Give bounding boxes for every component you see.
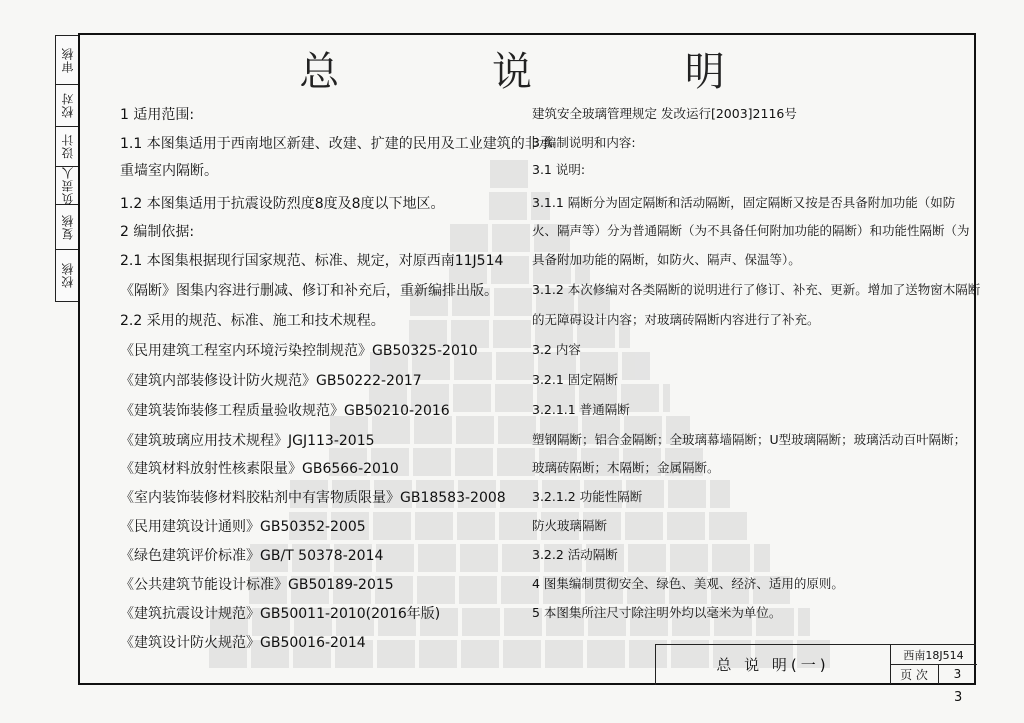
left-text-line: 《民用建筑设计通则》GB50352-2005 xyxy=(120,519,366,535)
side-label: 负责人 xyxy=(60,165,75,205)
right-text-line: 3.2.2 活动隔断 xyxy=(532,547,618,562)
right-text-line: 塑钢隔断；铝合金隔断；全玻璃幕墙隔断；U型玻璃隔断；玻璃活动百叶隔断； xyxy=(532,432,967,447)
left-text-line: 2.2 采用的规范、标准、施工和技术规程。 xyxy=(120,313,385,329)
right-text-line: 防火玻璃隔断 xyxy=(532,518,608,533)
right-text-line: 5 本图集所注尺寸除注明外均以毫米为单位。 xyxy=(532,605,782,620)
right-text-line: 3.2.1.1 普通隔断 xyxy=(532,402,630,417)
right-text-line: 3.2.1.2 功能性隔断 xyxy=(532,489,643,504)
side-label-cell xyxy=(56,204,78,250)
right-text-line: 3.1.1 隔断分为固定隔断和活动隔断，固定隔断又按是否具备附加功能（如防 xyxy=(532,195,956,210)
right-text-line: 3.1.2 本次修编对各类隔断的说明进行了修订、补充、更新。增加了送物窗木隔断 xyxy=(532,282,981,297)
side-label-cell xyxy=(56,126,78,167)
right-text-line: 3.2.1 固定隔断 xyxy=(532,372,618,387)
atlas-code: 西南18J514 xyxy=(890,645,977,665)
left-text-line: 1.1 本图集适用于西南地区新建、改建、扩建的民用及工业建筑的非承 xyxy=(120,136,553,152)
left-text-line: 1.2 本图集适用于抗震设防烈度8度及8度以下地区。 xyxy=(120,196,445,212)
page-title: 总 说 明 xyxy=(299,49,795,95)
right-text-line: 3.1 说明: xyxy=(532,162,586,177)
page-num: 3 xyxy=(953,667,962,681)
left-text-line: 2 编制依据: xyxy=(120,224,195,240)
right-text-line: 具备附加功能的隔断，如防火、隔声、保温等）。 xyxy=(532,252,801,267)
side-label: 校核 xyxy=(60,262,75,288)
left-text-line: 《室内装饰装修材料胶粘剂中有害物质限量》GB18583-2008 xyxy=(120,490,506,506)
side-label: 审核 xyxy=(60,47,75,73)
title-block-name: 总 说 明(一) xyxy=(656,645,891,684)
left-text-line: 《公共建筑节能设计标准》GB50189-2015 xyxy=(120,577,394,593)
left-text-line: 《建筑材料放射性核素限量》GB6566-2010 xyxy=(120,461,399,477)
left-text-line: 重墙室内隔断。 xyxy=(120,163,218,179)
side-label: 校对 xyxy=(60,92,75,118)
left-text-line: 《建筑玻璃应用技术规程》JGJ113-2015 xyxy=(120,433,375,449)
left-text-line: 1 适用范围: xyxy=(120,107,195,123)
left-text-line: 《隔断》图集内容进行删减、修订和补充后，重新编排出版。 xyxy=(120,283,498,299)
left-text-line: 《建筑内部装修设计防火规范》GB50222-2017 xyxy=(120,373,422,389)
right-text-line: 火、隔声等）分为普通隔断（为不具备任何附加功能的隔断）和功能性隔断（为 xyxy=(532,223,970,238)
side-label-cell xyxy=(56,249,78,302)
page-label: 页 次 xyxy=(890,664,939,684)
side-label: 复核 xyxy=(60,213,75,240)
left-text-line: 2.1 本图集根据现行国家规范、标准、规定，对原西南11J514 xyxy=(120,253,504,269)
left-text-line: 《建筑设计防火规范》GB50016-2014 xyxy=(120,635,366,651)
side-label-cell xyxy=(56,166,78,205)
left-text-line: 《民用建筑工程室内环境污染控制规范》GB50325-2010 xyxy=(120,343,478,359)
page-number: 3 xyxy=(954,690,963,705)
left-text-line: 《绿色建筑评价标准》GB/T 50378-2014 xyxy=(120,548,384,564)
side-label: 设计 xyxy=(60,133,75,159)
right-text-line: 3.2 内容 xyxy=(532,342,581,357)
left-text-line: 《建筑抗震设计规范》GB50011-2010(2016年版) xyxy=(120,606,441,622)
right-text-line: 3 编制说明和内容: xyxy=(532,135,636,150)
right-text-line: 建筑安全玻璃管理规定 发改运行[2003]2116号 xyxy=(532,106,797,121)
title-block xyxy=(655,644,976,685)
left-text-line: 《建筑装饰装修工程质量验收规范》GB50210-2016 xyxy=(120,403,450,419)
right-text-line: 的无障碍设计内容；对玻璃砖隔断内容进行了补充。 xyxy=(532,312,820,327)
right-text-line: 玻璃砖隔断；木隔断；金属隔断。 xyxy=(532,460,720,475)
right-text-line: 4 图集编制贯彻安全、绿色、美观、经济、适用的原则。 xyxy=(532,576,844,591)
